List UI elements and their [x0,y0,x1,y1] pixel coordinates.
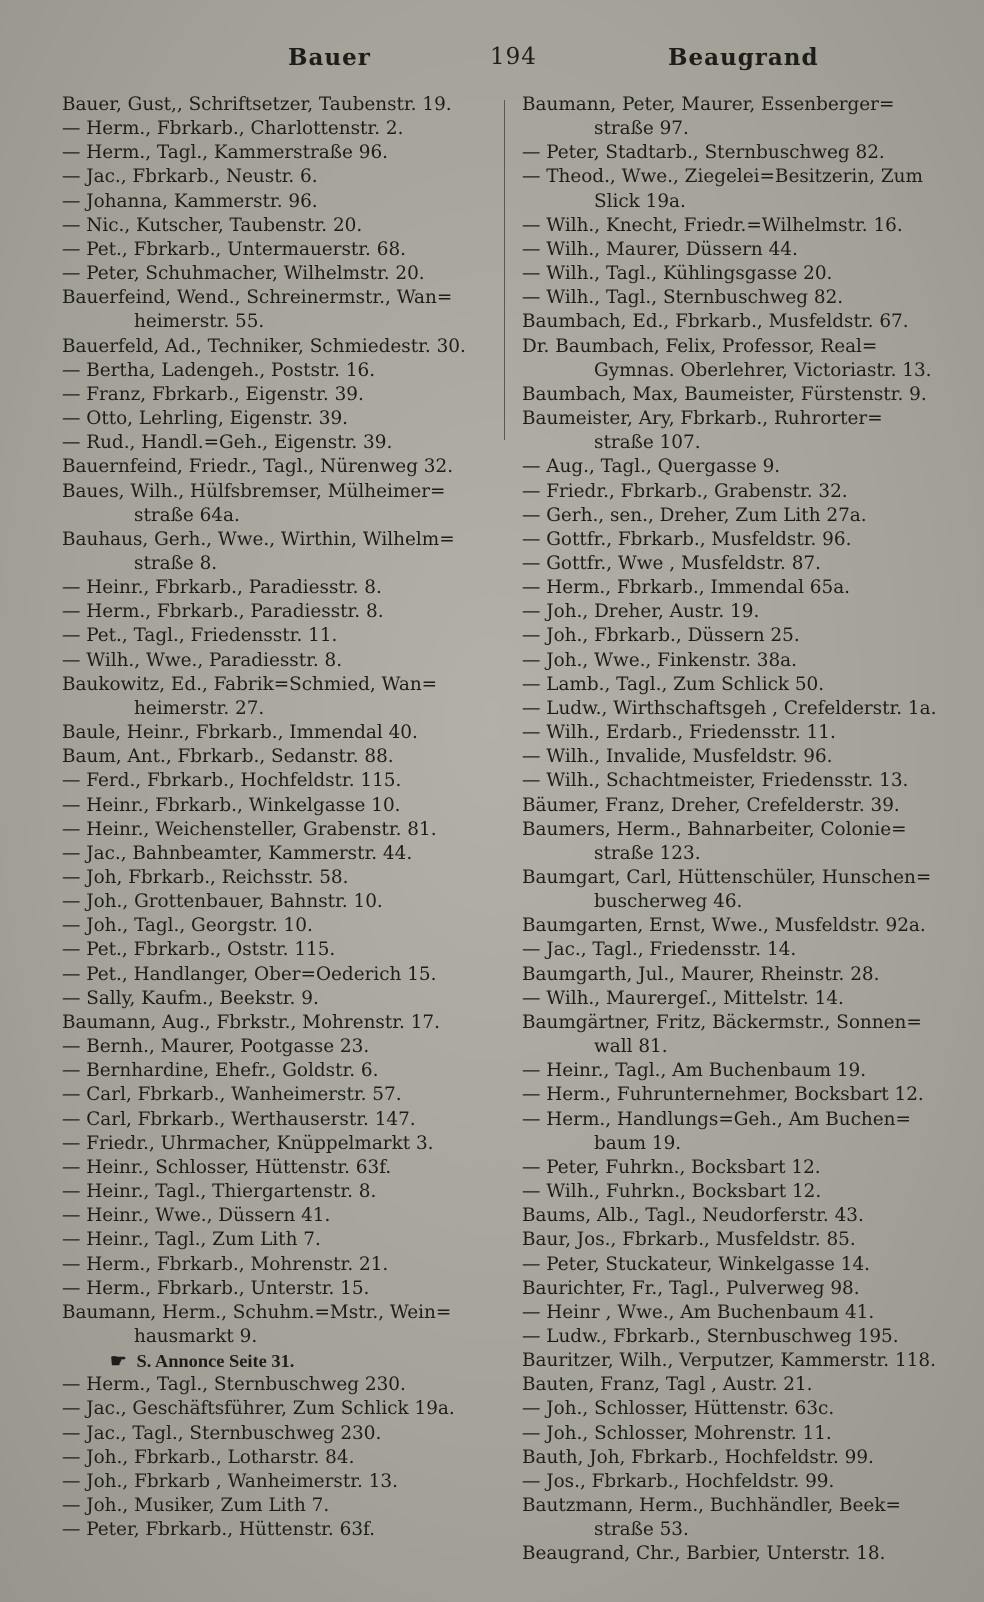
directory-entry [62,359,492,383]
column-divider [504,100,505,440]
entry-continuation [62,504,492,528]
directory-entry [62,1518,492,1542]
entry-text: Baur, Jos., Fbrkarb., Musfeldstr. 85. [522,1229,856,1251]
entry-text: Dr. Baumbach, Felix, Professor, Real= [522,335,878,357]
entry-text: — Franz, Fbrkarb., Eigenstr. 39. [62,383,364,405]
entry-text: Baumgart, Carl, Hüttenschüler, Hunschen= [522,867,932,888]
directory-entry [522,576,962,600]
entry-text: Baumgärtner, Fritz, Bäckermstr., Sonnen= [522,1011,922,1033]
directory-entry [62,262,492,286]
entry-text: — Carl, Fbrkarb., Werthauserstr. 147. [62,1108,416,1130]
entry-text: Baurichter, Fr., Tagl., Pulverweg 98. [522,1277,860,1299]
directory-entry [522,165,962,189]
entry-text: — Bernh., Maurer, Pootgasse 23. [62,1036,370,1058]
directory-entry [62,431,492,455]
entry-text: — Ludw., Fbrkarb., Sternbuschweg 195. [522,1325,899,1347]
entry-text: Baumgarten, Ernst, Wwe., Musfeldstr. 92a. [522,915,926,937]
entry-text: — Gottfr., Wwe , Musfeldstr. 87. [522,552,821,574]
directory-entry [62,93,492,117]
entry-text: S. Annonce Seite 31. [136,1351,295,1372]
directory-entry [62,1059,492,1083]
directory-entry [62,600,492,624]
directory-entry [62,383,492,407]
entry-text: Baues, Wilh., Hülfsbremser, Mülheimer= [62,480,446,502]
entry-text: — Joh., Schlosser, Mohrenstr. 11. [522,1422,832,1444]
directory-entry [522,1204,962,1228]
directory-entry [62,407,492,431]
entry-text: Bauritzer, Wilh., Verputzer, Kammerstr. 118. [522,1350,936,1372]
entry-text: hausmarkt 9. [134,1325,258,1347]
directory-entry [62,673,492,697]
entry-text: Gymnas. Oberlehrer, Victoriastr. 13. [594,359,932,381]
entry-text: Baumbach, Ed., Fbrkarb., Musfeldstr. 67. [522,311,909,333]
directory-entry [522,769,962,793]
directory-entry [62,1277,492,1301]
entry-text: — Wilh., Wwe., Paradiesstr. 8. [62,649,343,671]
left-column [62,93,492,1542]
entry-text: — Peter, Fuhrkn., Bocksbart 12. [522,1156,821,1178]
directory-entry [62,1108,492,1132]
entry-text: — Friedr., Uhrmacher, Knüppelmarkt 3. [62,1132,434,1154]
entry-text: — Heinr., Wwe., Düssern 41. [62,1205,331,1227]
entry-text: — Wilh., Knecht, Friedr.=Wilhelmstr. 16. [522,214,903,236]
entry-continuation [522,1518,962,1542]
entry-text: — Peter, Fbrkarb., Hüttenstr. 63f. [62,1519,376,1541]
entry-text: — Jac., Geschäftsführer, Zum Schlick 19a. [62,1398,455,1420]
entry-text: — Herm., Fbrkarb., Unterstr. 15. [62,1277,370,1299]
entry-text: — Otto, Lehrling, Eigenstr. 39. [62,408,349,430]
directory-entry [522,1373,962,1397]
header-left-keyword: Bauer [288,44,371,71]
directory-entry [522,93,962,117]
entry-text: — Wilh., Invalide, Musfeldstr. 96. [522,746,833,768]
directory-entry [522,721,962,745]
directory-entry [62,1446,492,1470]
entry-text: — Peter, Stadtarb., Sternbuschweg 82. [522,142,885,164]
entry-text: heimerstr. 55. [134,311,265,333]
entry-text: Bauerfeind, Wend., Schreinermstr., Wan= [62,287,453,309]
entry-text: straße 107. [594,432,701,454]
entry-text: — Jac., Bahnbeamter, Kammerstr. 44. [62,842,413,864]
directory-entry [62,769,492,793]
directory-entry [62,528,492,552]
entry-text: — Jac., Tagl., Friedensstr. 14. [522,939,797,961]
directory-entry [62,1397,492,1421]
entry-continuation [522,431,962,455]
entry-text: Baumbach, Max, Baumeister, Fürstenstr. 9. [522,383,927,405]
directory-entry [522,504,962,528]
entry-text: Bauhaus, Gerh., Wwe., Wirthin, Wilhelm= [62,528,455,550]
entry-text: — Herm., Handlungs=Geh., Am Buchen= [522,1108,911,1130]
directory-entry [522,1108,962,1132]
entry-text: — Bertha, Ladengeh., Poststr. 16. [62,359,376,381]
entry-text: — Joh, Fbrkarb., Reichsstr. 58. [62,867,349,888]
entry-text: Bauerfeld, Ad., Techniker, Schmiedestr. 30. [62,335,466,357]
entry-text: — Joh., Fbrkarb., Lotharstr. 84. [62,1446,355,1468]
directory-entry [522,1228,962,1252]
entry-text: Bauernfeind, Friedr., Tagl., Nürenweg 32. [62,456,454,478]
directory-entry [522,697,962,721]
entry-text: Baum, Ant., Fbrkarb., Sedanstr. 88. [62,746,394,768]
entry-text: — Heinr., Weichensteller, Grabenstr. 81. [62,818,437,840]
directory-entry [522,528,962,552]
entry-text: straße 123. [594,842,701,864]
entry-text: wall 81. [594,1036,668,1058]
directory-entry [522,1011,962,1035]
entry-text: — Heinr., Tagl., Thiergartenstr. 8. [62,1181,377,1203]
directory-entry [522,866,962,890]
directory-entry [522,286,962,310]
entry-text: — Heinr., Fbrkarb., Paradiesstr. 8. [62,577,382,599]
entry-text: Baumers, Herm., Bahnarbeiter, Colonie= [522,818,907,840]
header-right-keyword: Beaugrand [668,44,819,71]
directory-entry [62,842,492,866]
entry-text: — Johanna, Kammerstr. 96. [62,190,318,212]
directory-entry [522,141,962,165]
directory-entry [522,1156,962,1180]
entry-text: Baumeister, Ary, Fbrkarb., Ruhrorter= [522,408,883,430]
directory-entry [62,745,492,769]
directory-entry [522,624,962,648]
entry-text: — Herm., Fbrkarb., Immendal 65a. [522,577,851,599]
entry-text: Baums, Alb., Tagl., Neudorferstr. 43. [522,1205,864,1227]
entry-continuation [522,1035,962,1059]
entry-text: buscherweg 46. [594,891,743,913]
directory-entry [62,1180,492,1204]
directory-entry [522,1494,962,1518]
directory-entry [522,1180,962,1204]
directory-entry [522,963,962,987]
entry-text: — Rud., Handl.=Geh., Eigenstr. 39. [62,432,393,454]
entry-continuation [522,842,962,866]
directory-entry [62,1228,492,1252]
pointing-hand-icon: ☛ [110,1351,127,1372]
directory-entry [522,818,962,842]
entry-text: — Carl, Fbrkarb., Wanheimerstr. 57. [62,1084,402,1106]
directory-entry [62,987,492,1011]
directory-entry [62,1470,492,1494]
directory-entry [62,1494,492,1518]
entry-text: — Joh., Wwe., Finkenstr. 38a. [522,649,797,671]
directory-entry [62,214,492,238]
entry-text: — Joh., Schlosser, Hüttenstr. 63c. [522,1398,835,1420]
directory-entry [62,890,492,914]
entry-text: — Gottfr., Fbrkarb., Musfeldstr. 96. [522,528,852,550]
entry-text: — Joh., Fbrkarb , Wanheimerstr. 13. [62,1470,398,1492]
directory-entry [62,1083,492,1107]
entry-text: Baumgarth, Jul., Maurer, Rheinstr. 28. [522,963,880,985]
entry-text: — Pet., Fbrkarb., Untermauerstr. 68. [62,238,406,260]
entry-text: — Joh., Musiker, Zum Lith 7. [62,1495,330,1517]
entry-text: straße 8. [134,552,218,574]
entry-text: Baumann, Peter, Maurer, Essenberger= [522,94,895,115]
entry-text: — Wilh., Fuhrkn., Bocksbart 12. [522,1181,822,1203]
directory-entry [62,649,492,673]
directory-entry [62,721,492,745]
directory-entry [62,1253,492,1277]
directory-entry [522,262,962,286]
directory-entry [522,552,962,576]
directory-entry [522,1446,962,1470]
entry-continuation [522,117,962,141]
directory-entry [62,1301,492,1325]
entry-text: — Jac., Tagl., Sternbuschweg 230. [62,1422,382,1444]
entry-text: baum 19. [594,1132,682,1154]
entry-continuation [62,310,492,334]
directory-entry [522,480,962,504]
entry-text: Bauth, Joh, Fbrkarb., Hochfeldstr. 99. [522,1446,874,1468]
directory-entry [62,818,492,842]
entry-text: — Peter, Schuhmacher, Wilhelmstr. 20. [62,263,425,285]
directory-entry [522,1277,962,1301]
entry-text: — Jac., Fbrkarb., Neustr. 6. [62,166,318,188]
directory-entry [522,1083,962,1107]
entry-text: — Herm., Fuhrunternehmer, Bocksbart 12. [522,1084,924,1106]
entry-text: — Pet., Fbrkarb., Oststr. 115. [62,939,336,961]
directory-entry [62,938,492,962]
entry-text: Baumann, Aug., Fbrkstr., Mohrenstr. 17. [62,1011,440,1033]
directory-entry [62,455,492,479]
directory-entry [62,1011,492,1035]
entry-text: — Aug., Tagl., Quergasse 9. [522,456,781,478]
directory-entry [522,407,962,431]
directory-entry [62,286,492,310]
entry-text: — Pet., Handlanger, Ober=Oederich 15. [62,963,437,985]
entry-continuation [522,359,962,383]
directory-entry [62,1204,492,1228]
directory-entry [522,310,962,334]
entry-text: — Herm., Fbrkarb., Mohrenstr. 21. [62,1253,389,1275]
entry-text: straße 53. [594,1519,689,1541]
entry-text: — Wilh., Erdarb., Friedensstr. 11. [522,722,836,744]
directory-entry [522,673,962,697]
directory-entry [522,938,962,962]
entry-text: Baukowitz, Ed., Fabrik=Schmied, Wan= [62,673,438,695]
entry-text: — Herm., Tagl., Sternbuschweg 230. [62,1374,406,1396]
entry-text: Baule, Heinr., Fbrkarb., Immendal 40. [62,722,418,744]
annonce-note [62,1349,492,1373]
directory-entry [522,914,962,938]
directory-entry [62,190,492,214]
entry-text: — Ludw., Wirthschaftsgeh , Crefelderstr. 1a. [522,697,937,719]
directory-entry [522,987,962,1011]
directory-entry [522,600,962,624]
directory-entry [62,963,492,987]
entry-text: — Sally, Kaufm., Beekstr. 9. [62,987,319,1009]
entry-text: — Friedr., Fbrkarb., Grabenstr. 32. [522,480,848,502]
entry-continuation [522,890,962,914]
directory-entry [522,1349,962,1373]
directory-entry [62,914,492,938]
directory-entry [522,745,962,769]
directory-entry [522,1325,962,1349]
directory-entry [62,1132,492,1156]
directory-entry [522,1542,962,1566]
directory-entry [522,1301,962,1325]
entry-text: — Wilh., Schachtmeister, Friedensstr. 13. [522,770,909,792]
page-number: 194 [490,44,537,70]
entry-text: — Wilh., Maurer, Düssern 44. [522,238,798,260]
directory-entry [522,383,962,407]
directory-entry [522,1422,962,1446]
entry-text: Bautzmann, Herm., Buchhändler, Beek= [522,1495,901,1517]
entry-text: — Gerh., sen., Dreher, Zum Lith 27a. [522,504,867,526]
page-header [0,44,984,78]
directory-entry [62,1035,492,1059]
entry-text: — Joh., Grottenbauer, Bahnstr. 10. [62,891,383,913]
directory-entry [62,1422,492,1446]
directory-entry [62,624,492,648]
entry-text: — Joh., Tagl., Georgstr. 10. [62,915,313,937]
entry-text: — Wilh., Tagl., Sternbuschweg 82. [522,287,844,309]
entry-text: Bäumer, Franz, Dreher, Crefelderstr. 39. [522,794,900,816]
entry-text: — Ferd., Fbrkarb., Hochfeldstr. 115. [62,770,402,792]
entry-text: — Lamb., Tagl., Zum Schlick 50. [522,673,825,695]
entry-text: — Peter, Stuckateur, Winkelgasse 14. [522,1253,871,1275]
entry-text: — Theod., Wwe., Ziegelei=Besitzerin, Zum [522,166,923,188]
directory-entry [522,794,962,818]
entry-continuation [522,190,962,214]
entry-text: — Herm., Fbrkarb., Paradiesstr. 8. [62,601,384,623]
entry-continuation [62,1325,492,1349]
directory-entry [522,238,962,262]
entry-continuation [62,697,492,721]
directory-entry [62,335,492,359]
entry-text: — Wilh., Tagl., Kühlingsgasse 20. [522,263,833,285]
directory-entry [62,794,492,818]
directory-entry [62,165,492,189]
entry-text: Bauten, Franz, Tagl , Austr. 21. [522,1374,813,1396]
right-column [522,93,962,1567]
entry-text: Beaugrand, Chr., Barbier, Unterstr. 18. [522,1543,886,1565]
entry-text: — Herm., Tagl., Kammerstraße 96. [62,142,389,164]
directory-entry [62,480,492,504]
entry-text: — Heinr , Wwe., Am Buchenbaum 41. [522,1301,875,1323]
entry-text: heimerstr. 27. [134,697,265,719]
entry-text: — Jos., Fbrkarb., Hochfeldstr. 99. [522,1470,835,1492]
entry-text: straße 64a. [134,504,240,526]
directory-entry [62,117,492,141]
entry-text: Baumann, Herm., Schuhm.=Mstr., Wein= [62,1301,452,1323]
entry-text: — Wilh., Maurergeſ., Mittelstr. 14. [522,987,844,1009]
entry-text: Bauer, Gust,, Schriftsetzer, Taubenstr. 19. [62,94,452,115]
entry-text: — Heinr., Fbrkarb., Winkelgasse 10. [62,794,401,816]
directory-entry [62,238,492,262]
entry-continuation [522,1132,962,1156]
entry-text: — Nic., Kutscher, Taubenstr. 20. [62,214,363,236]
directory-entry [522,455,962,479]
entry-text: Slick 19a. [594,190,686,212]
directory-entry [522,1253,962,1277]
entry-text: — Heinr., Tagl., Am Buchenbaum 19. [522,1060,867,1082]
directory-entry [522,1059,962,1083]
entry-continuation [62,552,492,576]
directory-entry [522,1397,962,1421]
directory-entry [62,866,492,890]
entry-text: — Bernhardine, Ehefr., Goldstr. 6. [62,1060,379,1082]
directory-entry [522,1470,962,1494]
directory-entry [62,1373,492,1397]
directory-entry [522,649,962,673]
directory-entry [522,214,962,238]
entry-text: — Joh., Fbrkarb., Düssern 25. [522,625,800,647]
directory-entry [62,1156,492,1180]
entry-text: — Joh., Dreher, Austr. 19. [522,601,760,623]
directory-entry [62,576,492,600]
entry-text: straße 97. [594,118,689,140]
entry-text: — Herm., Fbrkarb., Charlottenstr. 2. [62,118,404,140]
directory-entry [522,335,962,359]
directory-entry [62,141,492,165]
entry-text: — Heinr., Schlosser, Hüttenstr. 63f. [62,1156,392,1178]
entry-text: — Heinr., Tagl., Zum Lith 7. [62,1229,321,1251]
entry-text: — Pet., Tagl., Friedensstr. 11. [62,625,338,647]
